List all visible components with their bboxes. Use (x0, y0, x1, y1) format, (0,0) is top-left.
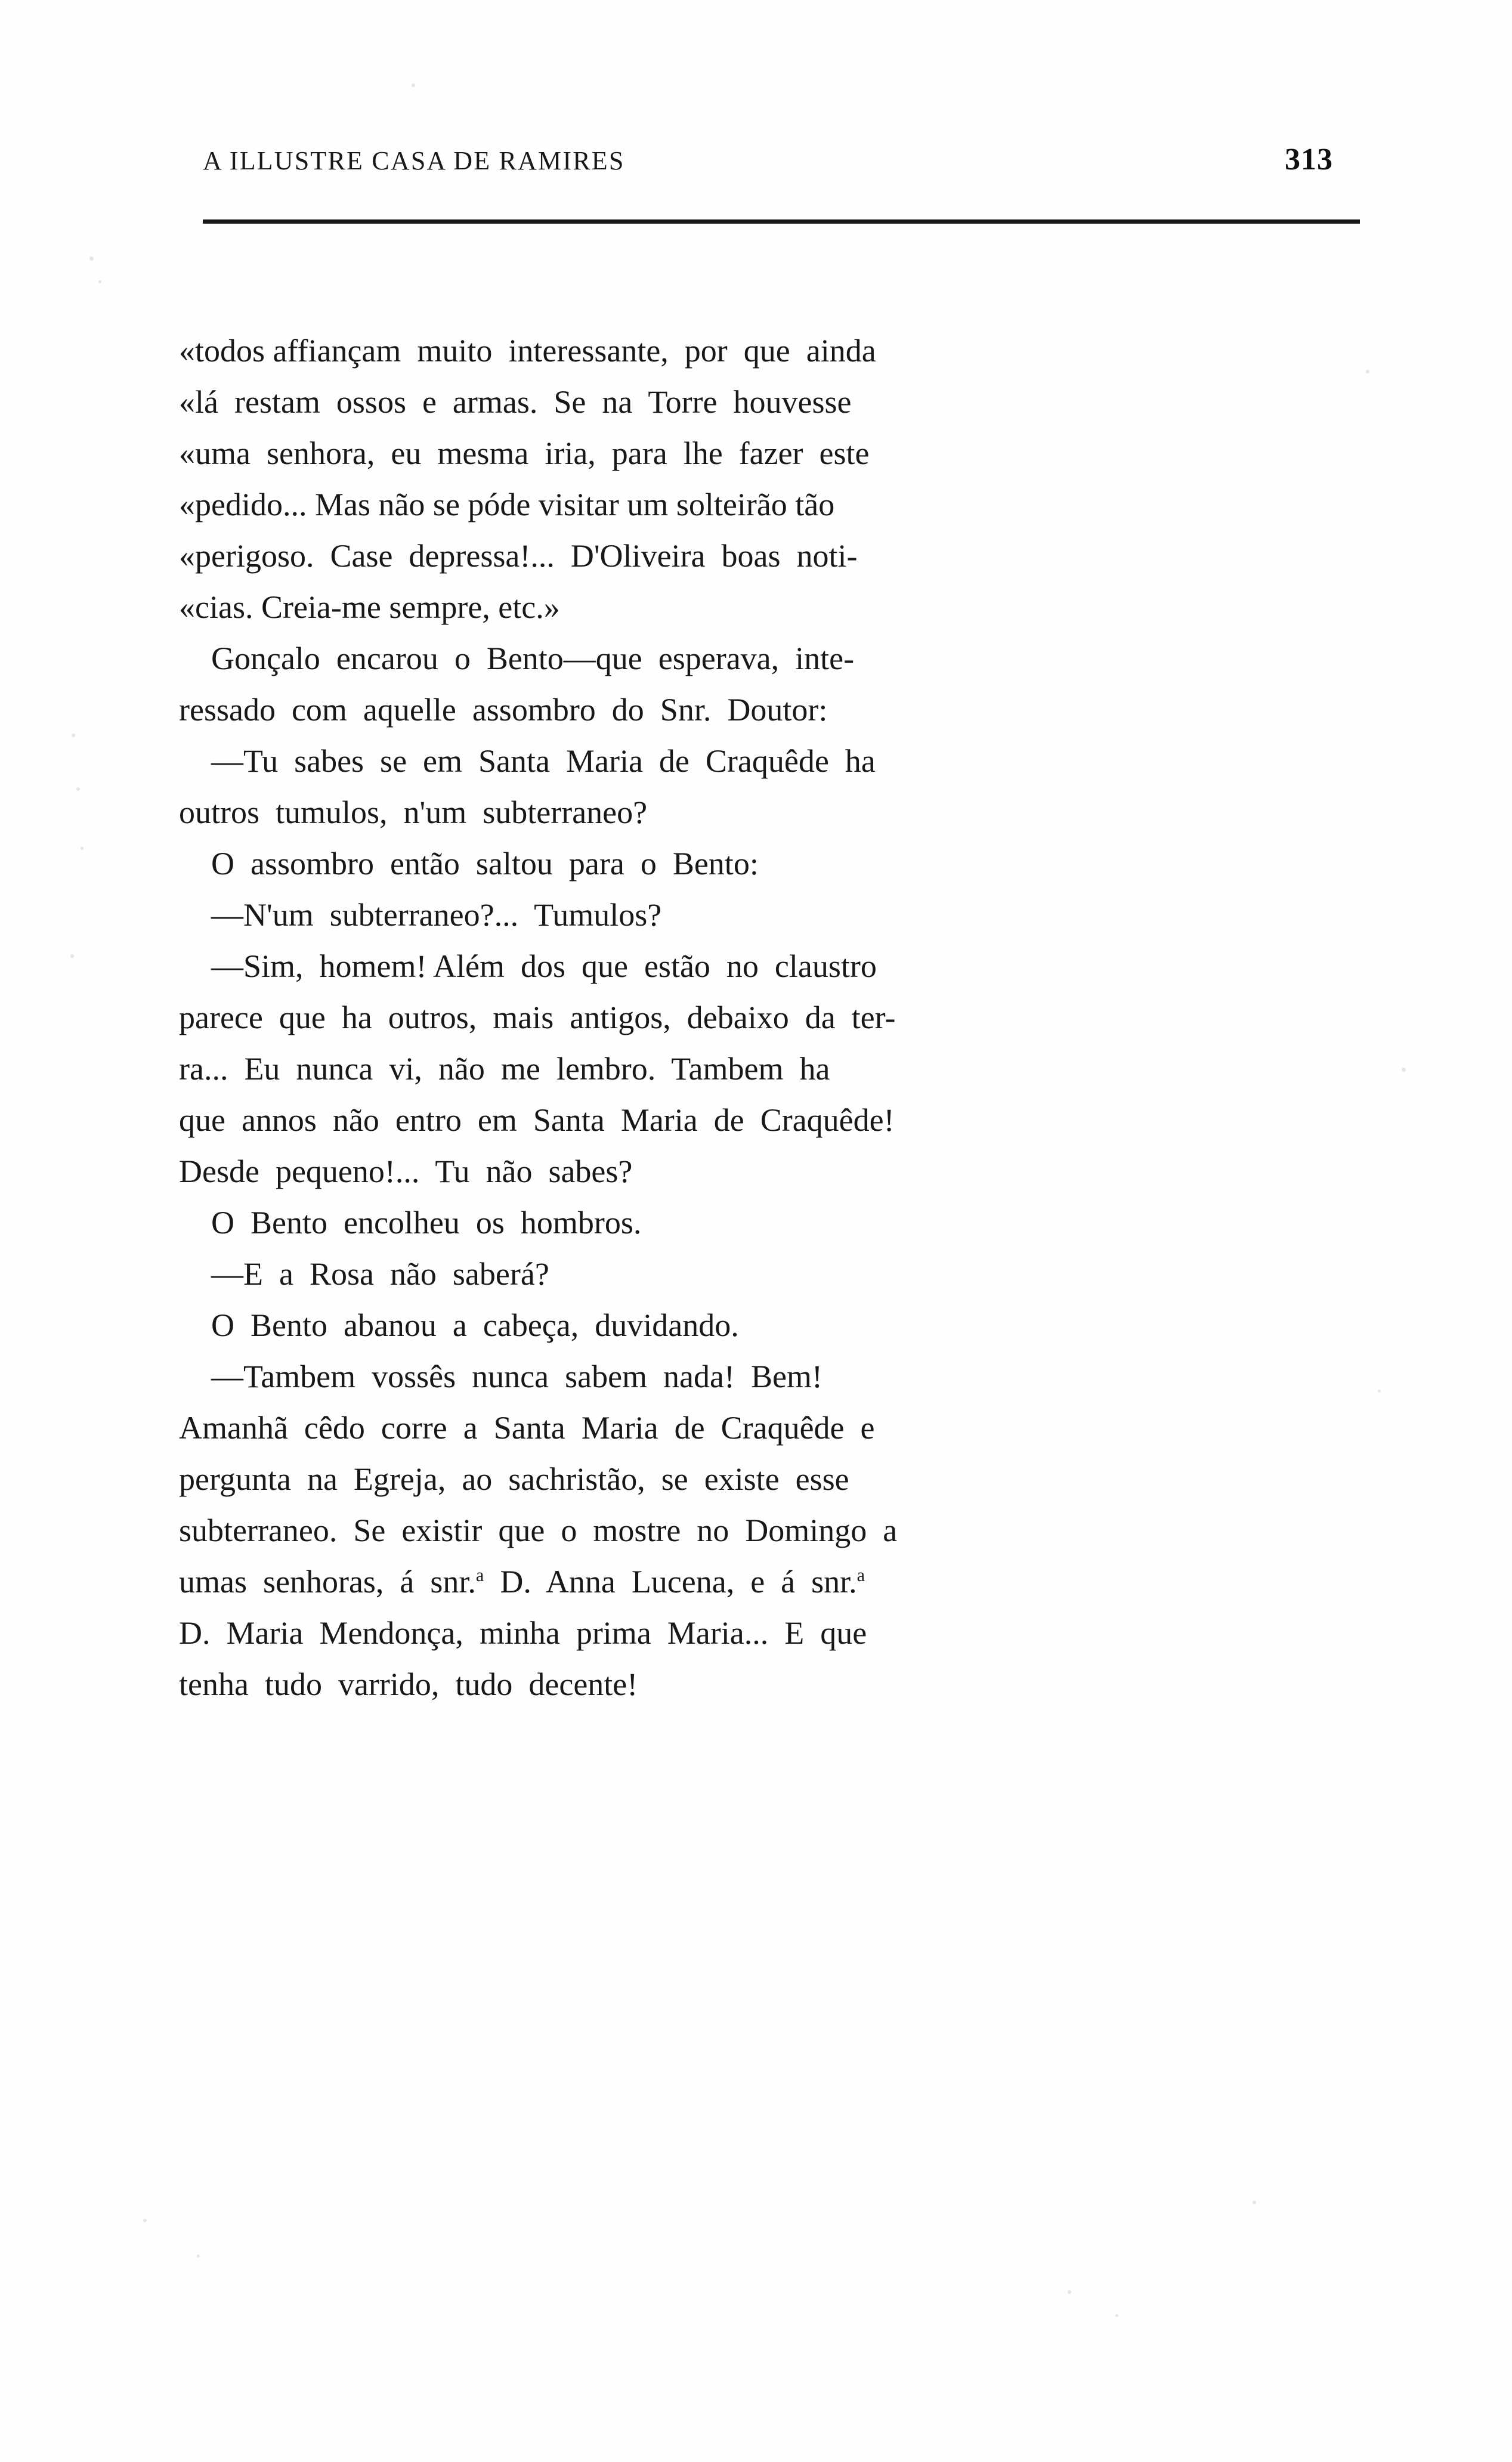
body-line: «todos affiançam muito interessante, por que ainda (179, 333, 876, 369)
body-line: «uma senhora, eu mesma iria, para lhe fazer este (179, 435, 870, 471)
body-line: Gonçalo encarou o Bento—que esperava, inte- (179, 641, 855, 676)
body-line: —Tu sabes se em Santa Maria de Craquêde ha (179, 743, 876, 779)
paper-speck (412, 83, 415, 87)
body-line: pergunta na Egreja, ao sachristão, se existe esse (179, 1461, 849, 1497)
body-line: —E a Rosa não saberá? (179, 1256, 549, 1292)
body-line: O Bento encolheu os hombros. (179, 1205, 642, 1241)
page-header (203, 142, 1333, 177)
body-line: Desde pequeno!... Tu não sabes? (179, 1153, 633, 1189)
body-line: ressado com aquelle assombro do Snr. Doutor: (179, 692, 828, 728)
body-line: «perigoso. Case depressa!... D'Oliveira boas noti- (179, 538, 858, 574)
paper-speck (98, 280, 101, 283)
body-line: —N'um subterraneo?... Tumulos? (179, 897, 662, 933)
body-line: «cias. Creia-me sempre, etc.» (179, 589, 560, 625)
body-line: O Bento abanou a cabeça, duvidando. (179, 1307, 739, 1343)
body-line: D. Maria Mendonça, minha prima Maria... E que (179, 1615, 867, 1651)
paper-speck (70, 954, 74, 958)
body-line: O assombro então saltou para o Bento: (179, 846, 759, 882)
body-line: umas senhoras, á snr.$^a$ D. Anna Lucena, e á snr.$^a$ (179, 1564, 865, 1600)
body-line: «pedido... Mas não se póde visitar um solteirão tão (179, 487, 835, 522)
body-line: parece que ha outros, mais antigos, debaixo da ter- (179, 1000, 896, 1035)
paper-speck (1068, 2290, 1071, 2294)
paper-speck (81, 847, 84, 850)
paper-speck (197, 2254, 200, 2257)
paper-speck (72, 734, 75, 737)
body-line: ra... Eu nunca vi, não me lembro. Tambem ha (179, 1051, 830, 1087)
paper-speck (1115, 2314, 1118, 2317)
paper-speck (89, 256, 94, 261)
body-line: «lá restam ossos e armas. Se na Torre houvesse (179, 384, 852, 420)
header-rule (203, 219, 1360, 224)
paper-speck (1378, 1390, 1381, 1393)
paper-speck (1253, 2201, 1256, 2204)
paper-speck (76, 787, 80, 791)
body-line: que annos não entro em Santa Maria de Craquêde! (179, 1102, 895, 1138)
body-line: outros tumulos, n'um subterraneo? (179, 794, 648, 830)
paper-speck (143, 2219, 147, 2222)
body-line: —Tambem vossês nunca sabem nada! Bem! (179, 1359, 823, 1394)
running-title: A ILLUSTRE CASA DE RAMIRES (203, 146, 625, 175)
body-line: Amanhã cêdo corre a Santa Maria de Craquêde e (179, 1410, 875, 1446)
page-number: 313 (1285, 143, 1333, 177)
body-paragraph (179, 325, 1354, 1710)
paper-speck (1366, 370, 1369, 373)
body-line: subterraneo. Se existir que o mostre no Domingo a (179, 1513, 898, 1548)
body-line: tenha tudo varrido, tudo decente! (179, 1666, 638, 1702)
body-line: —Sim, homem! Além dos que estão no claustro (179, 948, 877, 984)
page-body (179, 325, 1354, 1710)
paper-speck (1402, 1068, 1406, 1072)
